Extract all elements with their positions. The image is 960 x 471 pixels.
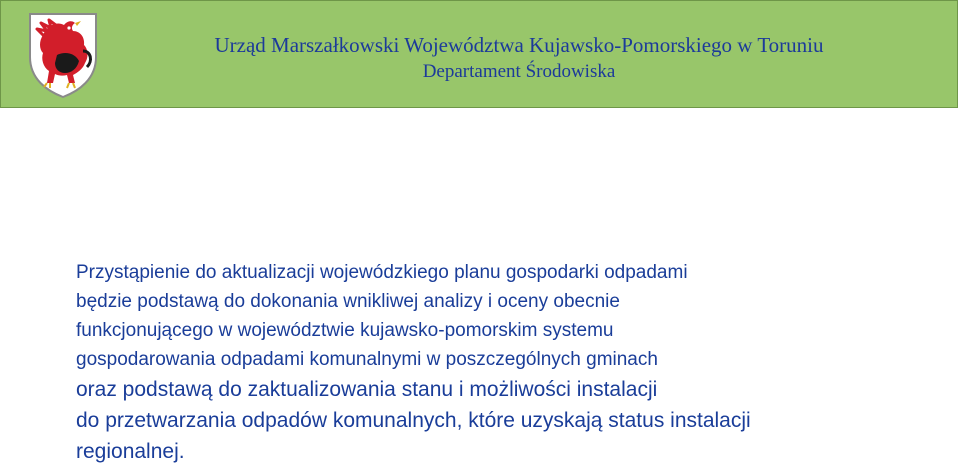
- body-line: Przystąpienie do aktualizacji wojewódzkiego planu gospodarki odpadami: [76, 262, 688, 283]
- header-titles: [109, 31, 929, 85]
- office-title: Urząd Marszałkowski Województwa Kujawsko-Pomorskiego w Toruniu: [214, 33, 824, 57]
- body-line: gospodarowania odpadami komunalnymi w poszczególnych gminach: [76, 349, 658, 370]
- department-title: Departament Środowiska: [422, 61, 616, 82]
- body-line: funkcjonującego w województwie kujawsko-pomorskim systemu: [76, 320, 614, 341]
- body-line: oraz podstawą do zaktualizowania stanu i możliwości instalacji: [76, 378, 658, 401]
- body-line: do przetwarzania odpadów komunalnych, które uzyskają status instalacji: [76, 409, 751, 432]
- body-line: regionalnej.: [76, 440, 185, 463]
- griffin-crest-icon: [27, 11, 99, 99]
- body-line: będzie podstawą do dokonania wnikliwej analizy i oceny obecnie: [76, 291, 620, 312]
- body-paragraph: [76, 258, 946, 467]
- header-banner: [0, 0, 958, 108]
